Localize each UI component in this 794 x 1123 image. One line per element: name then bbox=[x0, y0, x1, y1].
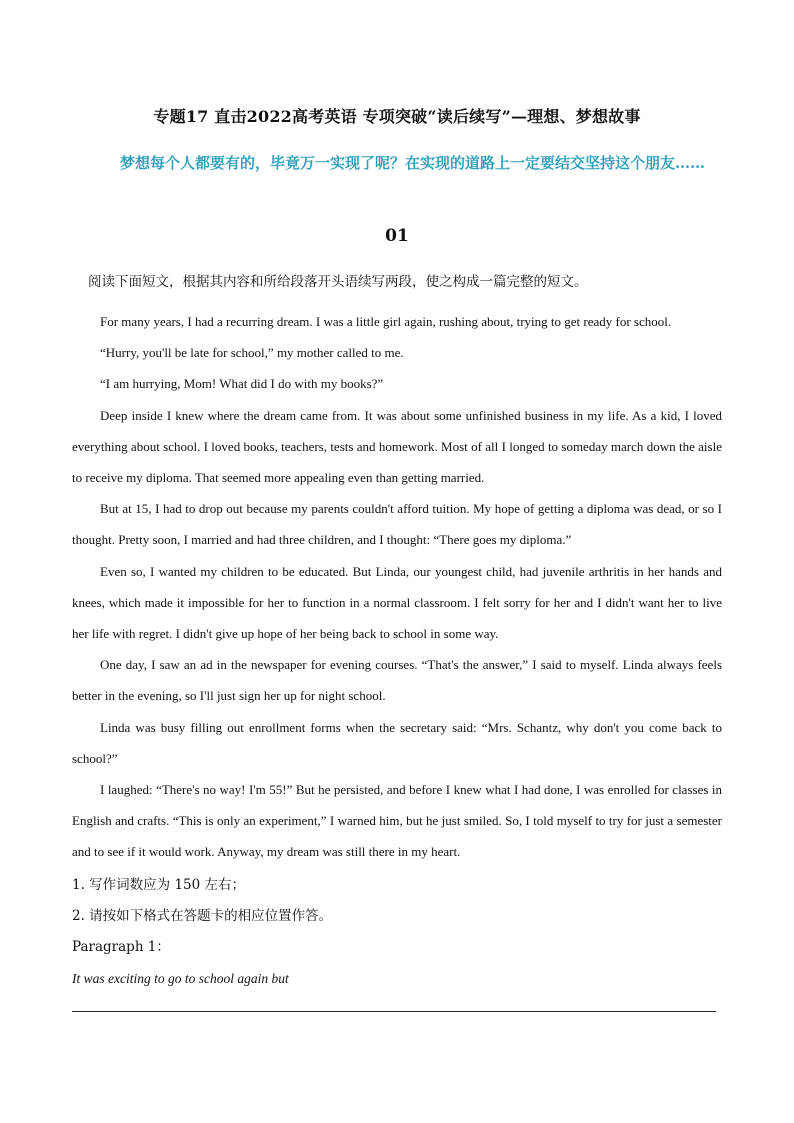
story-paragraph: For many years, I had a recurring dream. I was a little girl again, rushing about, trying to get ready for school. bbox=[100, 314, 672, 329]
story-paragraph: Deep inside I knew where the dream came from. It was about some unfinished business in my life. As a kid, I loved everything about school. I loved books, teachers, tests and homework. Most of all I longed to someday march down the aisle to receive my diploma. That seemed more appealing even than getting married. bbox=[72, 407, 722, 486]
story-paragraph: But at 15, I had to drop out because my parents couldn't afford tuition. My hope of getting a diploma was dead, or so I thought. Pretty soon, I married and had three children, and I thought: “There goes my diploma.” bbox=[72, 501, 722, 548]
story-paragraph: Linda was busy filling out enrollment forms when the secretary said: “Mrs. Schantz, why don't you come back to school?” bbox=[72, 719, 722, 766]
requirement-item: 1. 写作词数应为 150 左右； bbox=[72, 877, 246, 893]
document-title: 专题17 直击2022高考英语 专项突破“读后续写”—理想、梦想故事 bbox=[153, 107, 641, 126]
task-instruction: 阅读下面短文，根据其内容和所给段落开头语续写两段，使之构成一篇完整的短文。 bbox=[88, 274, 588, 290]
paragraph-label: Paragraph 1： bbox=[72, 939, 170, 955]
story-paragraph: One day, I saw an ad in the newspaper for evening courses. “That's the answer,” I said to myself. Linda always feels better in the evening, so I'll just sign her up for night school. bbox=[72, 657, 722, 704]
paragraph-start-sentence: It was exciting to go to school again but bbox=[72, 971, 289, 986]
requirement-item: 2. 请按如下格式在答题卡的相应位置作答。 bbox=[72, 908, 333, 924]
story-paragraph: “Hurry, you'll be late for school,” my mother called to me. bbox=[100, 345, 404, 361]
section-number: 01 bbox=[385, 226, 409, 246]
story-paragraph: Even so, I wanted my children to be educated. But Linda, our youngest child, had juvenile arthritis in her hands and knees, which made it impossible for her to function in a normal classroom. I felt sorry for her and I didn't want her to live her life with regret. I didn't give up hope of her being back to school in some way. bbox=[72, 563, 722, 642]
story-paragraph: “I am hurrying, Mom! What did I do with my books?” bbox=[100, 376, 384, 392]
story-passage bbox=[72, 306, 722, 868]
writing-requirements bbox=[72, 870, 722, 994]
answer-line[interactable] bbox=[72, 1011, 716, 1012]
intro-text: 梦想每个人都要有的，毕竟万一实现了呢？在实现的道路上一定要结交坚持这个朋友…… bbox=[120, 154, 706, 172]
story-paragraph: I laughed: “There's no way! I'm 55!” But he persisted, and before I knew what I had done, I was enrolled for classes in English and crafts. “This is only an experiment,” I warned him, but he just smiled. So, I told myself to try for just a semester and to see if it would work. Anyway, my dream was still there in my heart. bbox=[72, 782, 722, 860]
